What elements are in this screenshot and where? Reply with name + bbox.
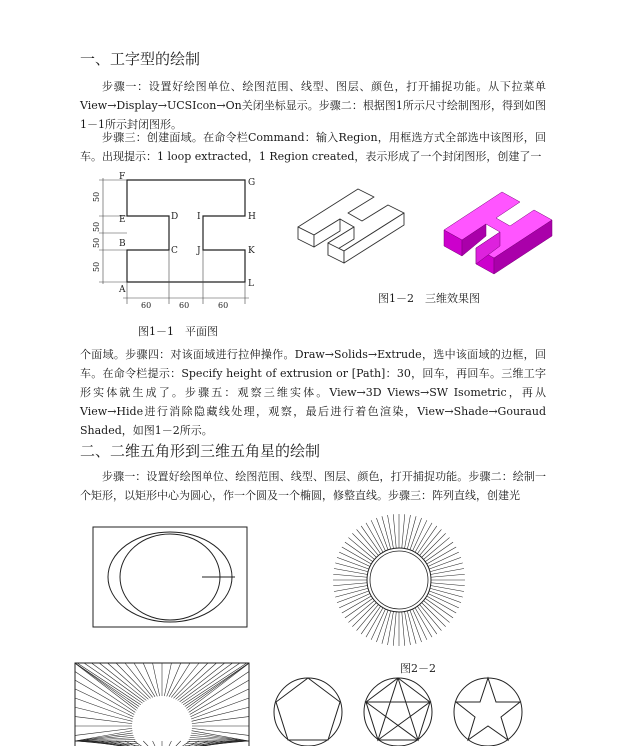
point-label-B: B	[119, 239, 126, 249]
section-heading-2: 二、二维五角形到三维五角星的绘制	[80, 442, 321, 460]
point-label-C: C	[171, 246, 178, 256]
paragraph-3: 个面域。步骤四：对该面域进行拉伸操作。Draw→Solids→Extrude，选中该面域的边框，回车。在命令栏提示：Specify height of extrusion or [Path]：30，回车，再回车。三维工字形实体就生成了。步骤五：观察三维实体。View→3D Views→SW Isometric，再从View→Hide进行消除隐藏线处理，观察，最后进行着色渲染，View→Shade→Gouraud Shaded，如图1－2所示。	[80, 348, 546, 437]
radial-line-array	[334, 510, 464, 650]
section-heading-1: 一、工字型的绘制	[80, 50, 201, 68]
i-beam-outline	[127, 180, 245, 282]
dim-bottom-1: 60	[141, 301, 152, 310]
point-label-A: A	[119, 285, 126, 295]
isometric-wireframe	[290, 175, 440, 275]
rectangle-radial-fill	[74, 662, 250, 742]
figure-caption-1-1: 图1－1 平面图	[138, 325, 218, 338]
point-label-F: F	[119, 172, 126, 182]
isometric-shaded	[440, 180, 580, 280]
point-label-G: G	[248, 178, 256, 188]
point-label-K: K	[248, 246, 255, 256]
dim-bottom-3: 60	[218, 301, 229, 310]
point-label-J: J	[197, 246, 201, 256]
dim-left-4: 50	[92, 261, 101, 272]
figure-caption-2-2: 图2－2	[400, 662, 436, 675]
dim-left-3: 50	[92, 237, 101, 248]
figure-caption-1-2: 图1－2 三维效果图	[378, 292, 480, 305]
point-label-E: E	[119, 215, 126, 225]
dim-left-2: 50	[92, 221, 101, 232]
point-label-H: H	[248, 212, 256, 222]
paragraph-4: 步骤一：设置好绘图单位、绘图范围、线型、图层、颜色，打开捕捉功能。步骤二：绘制一个矩形，以矩形中心为圆心，作一个圆及一个椭圆，修整直线。步骤三：阵列直线，创建光	[80, 470, 546, 502]
rectangle-circle-ellipse	[92, 526, 248, 628]
point-label-D: D	[171, 212, 179, 222]
point-label-I: I	[197, 212, 201, 222]
dim-bottom-2: 60	[179, 301, 190, 310]
point-label-L: L	[248, 279, 254, 289]
dim-left-1: 50	[92, 191, 101, 202]
paragraph-1: 步骤一：设置好绘图单位、绘图范围、线型、图层、颜色，打开捕捉功能。从下拉菜单View→Display→UCSIcon→On关闭坐标显示。步骤二：根据图1所示尺寸绘制图形，得到如图1－1所示封闭图形。	[80, 80, 546, 131]
paragraph-2: 步骤三：创建面域。在命令栏Command：输入Region，用框选方式全部选中该图形，回车。出现提示：1 loop extracted，1 Region created，表示形成了一个封闭图形，创建了一	[80, 131, 546, 163]
plan-drawing	[85, 170, 275, 320]
